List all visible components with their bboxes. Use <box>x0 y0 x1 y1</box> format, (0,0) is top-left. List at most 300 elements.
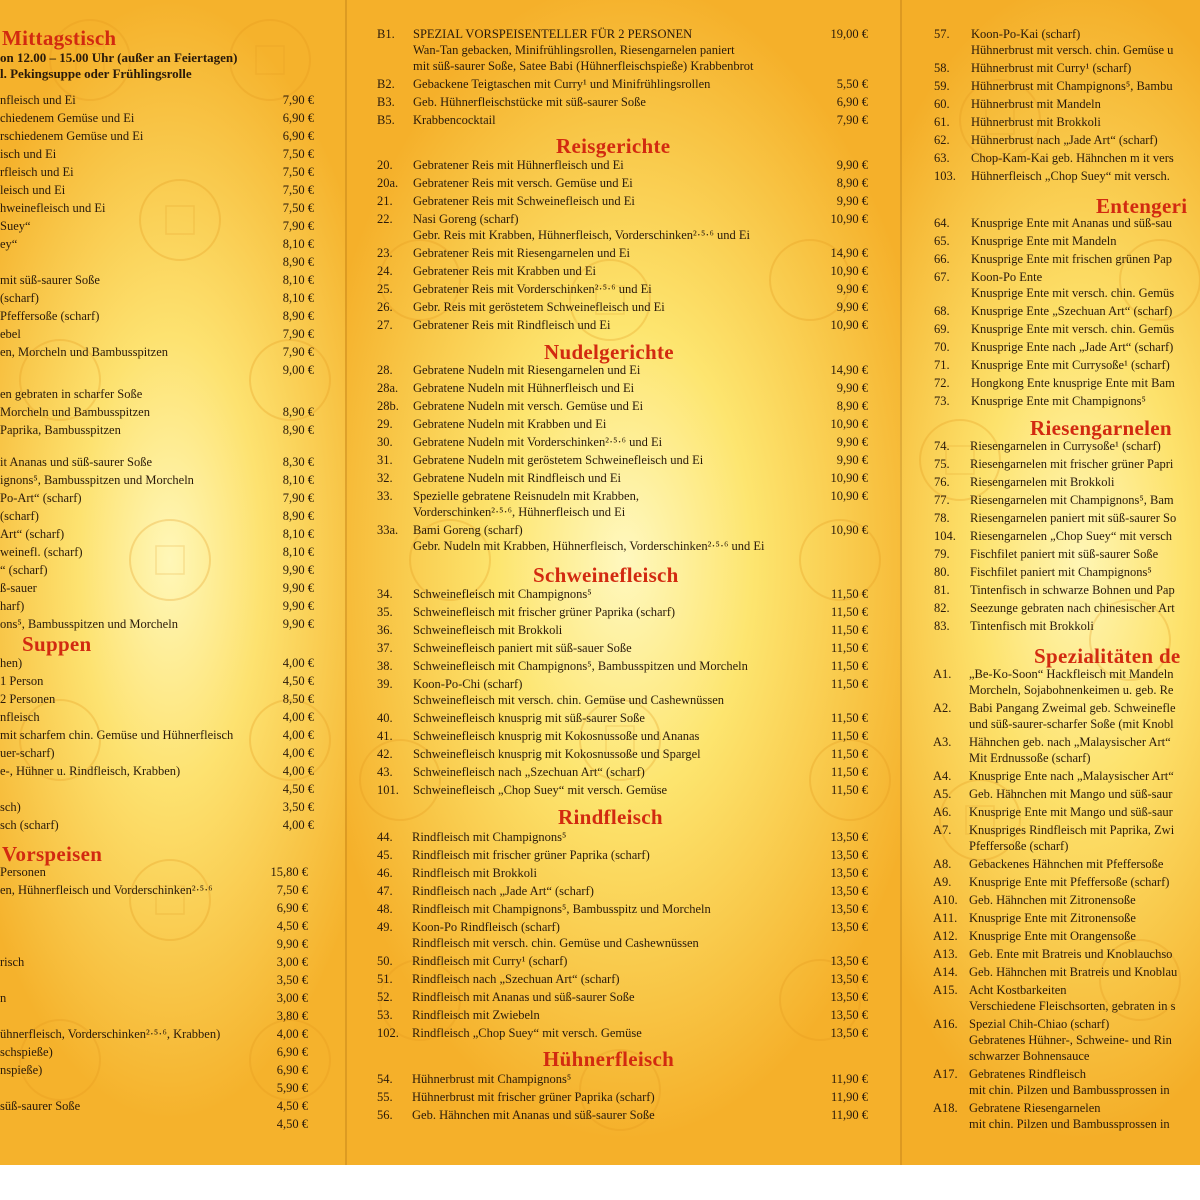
item-number: 53. <box>377 1008 393 1022</box>
item-number: 66. <box>934 252 950 266</box>
item-number: 101. <box>377 783 399 797</box>
item-description: en, Morcheln und Bambusspitzen <box>0 345 169 359</box>
item-number: 34. <box>377 587 393 601</box>
item-price: 13,50 € <box>830 1008 868 1022</box>
item-description: Geb. Hähnchen mit Ananas und süß-saurer Soße <box>412 1108 655 1122</box>
item-description: uer-scharf) <box>0 746 55 760</box>
item-description: Gebratene Nudeln mit versch. Gemüse und Ei <box>413 399 644 413</box>
item-description: Tintenfisch mit Brokkoli <box>970 619 1094 633</box>
menu-item <box>0 947 1200 961</box>
item-price: 4,50 € <box>276 919 308 933</box>
item-description-continued: Gebr. Reis mit Krabben, Hühnerfleisch, Vorderschinken²·⁵·⁶ und Ei <box>413 228 750 242</box>
item-price: 11,50 € <box>830 659 868 673</box>
item-price: 7,50 € <box>282 147 314 161</box>
item-description: Spezielle gebratene Reisnudeln mit Krabben, <box>413 489 639 503</box>
item-price: 9,90 € <box>836 282 868 296</box>
item-description: Acht Kostbarkeiten <box>969 983 1067 997</box>
item-description: Rindfleisch mit Champignons⁵ <box>412 830 567 844</box>
item-number: 32. <box>377 471 393 485</box>
item-description: Nasi Goreng (scharf) <box>413 212 519 226</box>
item-price: 8,90 € <box>836 176 868 190</box>
item-price: 10,90 € <box>830 471 868 485</box>
item-price: 6,90 € <box>282 129 314 143</box>
item-number: 83. <box>934 619 950 633</box>
item-description: Riesengarnelen „Chop Suey“ mit versch <box>970 529 1173 543</box>
item-description: Gebratene Nudeln mit Vorderschinken²·⁵·⁶ und Ei <box>413 435 663 449</box>
item-price: 9,90 € <box>282 617 314 631</box>
item-number: 21. <box>377 194 393 208</box>
item-price: 13,50 € <box>830 884 868 898</box>
item-description: Hongkong Ente knusprige Ente mit Bam <box>971 376 1175 390</box>
lunch-hours: on 12.00 – 15.00 Uhr (außer an Feiertagen) <box>0 50 238 65</box>
item-description: it Ananas und süß-saurer Soße <box>0 455 153 469</box>
item-description: “ (scharf) <box>0 563 48 577</box>
item-number: 36. <box>377 623 393 637</box>
item-price: 8,30 € <box>282 455 314 469</box>
item-price: 8,90 € <box>282 509 314 523</box>
item-description: en gebraten in scharfer Soße <box>0 387 143 401</box>
item-number: 57. <box>934 27 950 41</box>
menu-item <box>0 358 1200 372</box>
menu-item <box>0 1067 1200 1081</box>
item-number: 73. <box>934 394 950 408</box>
section-title-huehnerfleisch: Hühnerfleisch <box>543 1047 675 1071</box>
item-price: 9,90 € <box>282 599 314 613</box>
menu-item <box>0 875 1200 889</box>
item-description: Suey“ <box>0 219 31 233</box>
item-description: Rindfleisch nach „Szechuan Art“ (scharf) <box>412 972 620 986</box>
item-description-continued: schwarzer Bohnensauce <box>969 1049 1090 1063</box>
item-description: Gebr. Reis mit geröstetem Schweinefleisch und Ei <box>413 300 665 314</box>
menu-item <box>0 735 1200 749</box>
item-description: Rindfleisch „Chop Suey“ mit versch. Gemüse <box>412 1026 642 1040</box>
item-number: A16. <box>933 1017 958 1031</box>
item-number: 24. <box>377 264 393 278</box>
item-description: Hühnerbrust mit Champignons⁵ <box>412 1072 572 1086</box>
item-number: A7. <box>933 823 952 837</box>
menu-item <box>0 529 1200 543</box>
menu-item <box>0 1017 1200 1031</box>
item-price: 8,90 € <box>836 399 868 413</box>
item-description: n <box>0 991 7 1005</box>
item-description: Knusprige Ente mit Mango und süß-saur <box>969 805 1173 819</box>
item-description: Rindfleisch mit frischer grüner Paprika (scharf) <box>412 848 650 862</box>
item-price: 4,00 € <box>282 656 314 670</box>
item-price: 13,50 € <box>830 830 868 844</box>
item-number: 54. <box>377 1072 393 1086</box>
item-number: 35. <box>377 605 393 619</box>
menu-item <box>0 417 1200 431</box>
item-description: Schweinefleisch mit Champignons⁵, Bambusspitzen und Morcheln <box>413 659 748 673</box>
item-number: 22. <box>377 212 393 226</box>
item-price: 8,10 € <box>282 273 314 287</box>
menu-item <box>0 547 1200 561</box>
menu-item <box>0 619 1200 633</box>
item-price: 4,50 € <box>282 782 314 796</box>
item-description: Knusprige Ente mit Orangensoße <box>969 929 1136 943</box>
item-description: Rindfleisch mit Curry¹ (scharf) <box>412 954 568 968</box>
item-description: Gebratene Nudeln mit Riesengarnelen und Ei <box>413 363 641 377</box>
item-number: 33. <box>377 489 393 503</box>
item-description: Riesengarnelen in Currysoße¹ (scharf) <box>970 439 1161 453</box>
item-number: 31. <box>377 453 393 467</box>
item-description: Bami Goreng (scharf) <box>413 523 523 537</box>
item-price: 9,90 € <box>836 381 868 395</box>
item-description: e-, Hühner u. Rindfleisch, Krabben) <box>0 764 181 778</box>
item-number: A15. <box>933 983 958 997</box>
item-description: Geb. Hähnchen mit Mango und süß-saur <box>969 787 1173 801</box>
menu-item <box>0 965 1200 979</box>
item-description: Gebratenes Rindfleisch <box>969 1067 1086 1081</box>
item-price: 9,90 € <box>836 453 868 467</box>
item-price: 4,00 € <box>282 764 314 778</box>
item-price: 14,90 € <box>830 363 868 377</box>
item-description: Babi Pangang Zweimal geb. Schweinefle <box>969 701 1176 715</box>
item-description: Gebratener Reis mit Hühnerfleisch und Ei <box>413 158 624 172</box>
item-description: Riesengarnelen mit Champignons⁵, Bam <box>970 493 1174 507</box>
item-price: 11,50 € <box>830 783 868 797</box>
item-number: A12. <box>933 929 958 943</box>
item-number: 69. <box>934 322 950 336</box>
item-description: Riesengarnelen paniert mit süß-saurer So <box>970 511 1177 525</box>
item-description: rfleisch und Ei <box>0 165 74 179</box>
item-description: Knuspriges Rindfleisch mit Paprika, Zwi <box>969 823 1175 837</box>
item-description: leisch und Ei <box>0 183 66 197</box>
item-number: 27. <box>377 318 393 332</box>
item-description: schspieße) <box>0 1045 53 1059</box>
item-price: 3,80 € <box>276 1009 308 1023</box>
item-description: nfleisch <box>0 710 40 724</box>
item-number: 42. <box>377 747 393 761</box>
item-description: Knusprige Ente mit Zitronensoße <box>969 911 1136 925</box>
item-price: 8,50 € <box>282 692 314 706</box>
item-description: isch und Ei <box>0 147 57 161</box>
item-description-continued: Morcheln, Sojabohnenkeimen u. geb. Re <box>969 683 1174 697</box>
item-description: Gebratene Riesengarnelen <box>969 1101 1101 1115</box>
item-price: 13,50 € <box>830 954 868 968</box>
item-description: Geb. Hühnerfleischstücke mit süß-saurer Soße <box>413 95 646 109</box>
item-price: 4,00 € <box>282 746 314 760</box>
menu-item <box>0 115 1200 129</box>
item-description: Seezunge gebraten nach chinesischer Art <box>970 601 1175 615</box>
menu-item <box>0 805 1200 819</box>
item-description: (scharf) <box>0 509 39 523</box>
item-price: 9,90 € <box>836 300 868 314</box>
item-price: 8,90 € <box>282 255 314 269</box>
item-price: 8,90 € <box>282 405 314 419</box>
item-price: 8,90 € <box>282 423 314 437</box>
item-number: 104. <box>934 529 956 543</box>
item-number: 50. <box>377 954 393 968</box>
item-number: A8. <box>933 857 952 871</box>
item-number: A1. <box>933 667 952 681</box>
item-price: 9,90 € <box>282 581 314 595</box>
item-price: 5,50 € <box>836 77 868 91</box>
menu-item <box>0 1101 1200 1115</box>
item-description-continued: und süß-saurer-scharfer Soße (mit Knobl <box>969 717 1174 731</box>
item-description-continued: Vorderschinken²·⁵·⁶, Hühnerfleisch und Ei <box>413 505 626 519</box>
menu-item <box>0 252 1200 266</box>
item-description: Knusprige Ente mit Champignons⁵ <box>971 394 1146 408</box>
item-price: 8,90 € <box>282 309 314 323</box>
item-description: Hähnchen geb. nach „Malaysischer Art“ <box>969 735 1171 749</box>
item-description-continued: Knusprige Ente mit versch. chin. Gemüs <box>971 286 1175 300</box>
item-number: 28a. <box>377 381 399 395</box>
section-title-suppen: Suppen <box>22 632 92 656</box>
item-number: A10. <box>933 893 958 907</box>
item-price: 9,90 € <box>282 563 314 577</box>
item-number: 26. <box>377 300 393 314</box>
item-price: 4,00 € <box>282 710 314 724</box>
item-price: 8,10 € <box>282 473 314 487</box>
item-description: Gebratener Reis mit Krabben und Ei <box>413 264 596 278</box>
item-description: Morcheln und Bambusspitzen <box>0 405 150 419</box>
item-price: 13,50 € <box>830 866 868 880</box>
item-description: süß-saurer Soße <box>0 1099 81 1113</box>
item-price: 10,90 € <box>830 318 868 332</box>
item-description: Fischfilet paniert mit süß-saurer Soße <box>970 547 1159 561</box>
menu-item <box>0 667 1200 681</box>
menu-item <box>0 475 1200 489</box>
item-price: 4,00 € <box>282 818 314 832</box>
menu-item <box>0 234 1200 248</box>
item-number: B1. <box>377 27 395 41</box>
item-price: 10,90 € <box>830 489 868 503</box>
item-description-continued: Schweinefleisch mit versch. chin. Gemüse und Cashewnüssen <box>413 693 725 707</box>
item-number: 48. <box>377 902 393 916</box>
item-description: Personen <box>0 865 46 879</box>
menu-item <box>0 304 1200 318</box>
item-number: 75. <box>934 457 950 471</box>
item-description: Knusprige Ente nach „Jade Art“ (scharf) <box>971 340 1174 354</box>
item-price: 11,50 € <box>830 605 868 619</box>
item-number: A3. <box>933 735 952 749</box>
item-description: Art“ (scharf) <box>0 527 65 541</box>
item-number: 29. <box>377 417 393 431</box>
item-description: (scharf) <box>0 291 39 305</box>
item-description: Hühnerbrust mit Mandeln <box>971 97 1101 111</box>
item-description-continued: mit chin. Pilzen und Bambussprossen in <box>969 1083 1170 1097</box>
item-description: Riesengarnelen mit Brokkoli <box>970 475 1115 489</box>
item-number: 28. <box>377 363 393 377</box>
item-price: 7,90 € <box>282 345 314 359</box>
item-description: Gebratener Reis mit Vorderschinken²·⁵·⁶ und Ei <box>413 282 652 296</box>
item-number: 52. <box>377 990 393 1004</box>
item-description: chiedenem Gemüse und Ei <box>0 111 135 125</box>
item-price: 6,90 € <box>276 1063 308 1077</box>
item-description: Gebratene Nudeln mit Krabben und Ei <box>413 417 607 431</box>
item-description: Geb. Hähnchen mit Bratreis und Knoblau <box>969 965 1178 979</box>
item-description: mit süß-saurer Soße <box>0 273 100 287</box>
item-description: Gebackene Teigtaschen mit Curry¹ und Minifrühlingsrollen <box>413 77 711 91</box>
item-description: Knusprige Ente mit Currysoße¹ (scharf) <box>971 358 1170 372</box>
item-number: 67. <box>934 270 950 284</box>
menu-item <box>0 601 1200 615</box>
item-description: Schweinefleisch knusprig mit süß-saurer Soße <box>413 711 645 725</box>
item-number: 28b. <box>377 399 399 413</box>
item-description: Schweinefleisch mit Brokkoli <box>413 623 563 637</box>
item-number: 37. <box>377 641 393 655</box>
item-price: 15,80 € <box>270 865 308 879</box>
item-description: risch <box>0 955 25 969</box>
menu-item <box>0 983 1200 997</box>
item-description: en, Hühnerfleisch und Vorderschinken²·⁵·⁶ <box>0 883 213 897</box>
item-description-continued: Verschiedene Fleischsorten, gebraten in s <box>969 999 1176 1013</box>
item-description: Rindfleisch mit Champignons⁵, Bambusspitz und Morcheln <box>412 902 711 916</box>
item-number: A13. <box>933 947 958 961</box>
item-description: Knusprige Ente mit frischen grünen Pap <box>971 252 1172 266</box>
item-description: Knusprige Ente „Szechuan Art“ (scharf) <box>971 304 1173 318</box>
item-price: 7,90 € <box>282 219 314 233</box>
item-description: Tintenfisch in schwarze Bohnen und Pap <box>970 583 1175 597</box>
item-number: 61. <box>934 115 950 129</box>
lunch-note: l. Pekingsuppe oder Frühlingsrolle <box>0 66 192 81</box>
item-description: Koon-Po-Kai (scharf) <box>971 27 1081 41</box>
menu-item <box>0 151 1200 165</box>
item-description-continued: Rindfleisch mit versch. chin. Gemüse und Cashewnüssen <box>412 936 699 950</box>
item-price: 4,00 € <box>276 1027 308 1041</box>
item-description: Schweinefleisch mit Champignons⁵ <box>413 587 592 601</box>
item-number: 23. <box>377 246 393 260</box>
item-description: „Be-Ko-Soon“ Hackfleisch mit Mandeln <box>969 667 1174 681</box>
item-price: 13,50 € <box>830 1026 868 1040</box>
item-description-continued: mit chin. Pilzen und Bambussprossen in <box>969 1117 1170 1131</box>
item-description: Pfeffersoße (scharf) <box>0 309 100 323</box>
item-price: 6,90 € <box>836 95 868 109</box>
section-title-reisgerichte: Reisgerichte <box>556 134 671 158</box>
item-number: 30. <box>377 435 393 449</box>
item-price: 11,50 € <box>830 747 868 761</box>
item-price: 4,00 € <box>282 728 314 742</box>
menu-item <box>0 583 1200 597</box>
item-description: nfleisch und Ei <box>0 93 76 107</box>
item-description: Gebratener Reis mit versch. Gemüse und Ei <box>413 176 633 190</box>
item-description: ühnerfleisch, Vorderschinken²·⁵·⁶, Krabben) <box>0 1027 221 1041</box>
item-price: 19,00 € <box>830 27 868 41</box>
item-description-continued: Mit Erdnussoße (scharf) <box>969 751 1091 765</box>
item-number: 40. <box>377 711 393 725</box>
item-description: Schweinefleisch nach „Szechuan Art“ (scharf) <box>413 765 645 779</box>
item-number: 102. <box>377 1026 399 1040</box>
item-number: 79. <box>934 547 950 561</box>
item-price: 3,50 € <box>276 973 308 987</box>
item-description: hweinefleisch und Ei <box>0 201 106 215</box>
item-number: 38. <box>377 659 393 673</box>
item-number: 20. <box>377 158 393 172</box>
item-description: Chop-Kam-Kai geb. Hähnchen m it vers <box>971 151 1174 165</box>
item-price: 11,50 € <box>830 587 868 601</box>
item-description: 2 Personen <box>0 692 56 706</box>
item-number: 62. <box>934 133 950 147</box>
item-description: ons⁵, Bambusspitzen und Morcheln <box>0 617 178 631</box>
item-description: Rindfleisch mit Ananas und süß-saurer Soße <box>412 990 635 1004</box>
item-description: ignons⁵, Bambusspitzen und Morcheln <box>0 473 194 487</box>
item-description: Schweinefleisch mit frischer grüner Paprika (scharf) <box>413 605 676 619</box>
menu-item <box>0 1045 345 1059</box>
item-description: Hühnerbrust mit Brokkoli <box>971 115 1101 129</box>
item-number: 60. <box>934 97 950 111</box>
item-number: 33a. <box>377 523 399 537</box>
item-price: 11,50 € <box>830 729 868 743</box>
item-price: 9,90 € <box>836 194 868 208</box>
item-description: Rindfleisch mit Brokkoli <box>412 866 537 880</box>
item-description: ey“ <box>0 237 18 251</box>
item-price: 10,90 € <box>830 212 868 226</box>
item-number: 59. <box>934 79 950 93</box>
menu-item <box>0 641 1200 655</box>
item-price: 11,50 € <box>830 765 868 779</box>
item-description: Knusprige Ente mit Pfeffersoße (scharf) <box>969 875 1170 889</box>
menu-item <box>0 61 1200 75</box>
item-description: Gebratene Nudeln mit Hühnerfleisch und Ei <box>413 381 635 395</box>
item-price: 10,90 € <box>830 523 868 537</box>
item-number: 71. <box>934 358 950 372</box>
item-number: 78. <box>934 511 950 525</box>
menu-item <box>0 511 1200 525</box>
item-description: Schweinefleisch paniert mit süß-sauer Soße <box>413 641 632 655</box>
item-price: 7,90 € <box>836 113 868 127</box>
item-number: B5. <box>377 113 395 127</box>
item-price: 5,90 € <box>276 1081 308 1095</box>
item-number: 39. <box>377 677 393 691</box>
item-price: 8,10 € <box>282 237 314 251</box>
menu-item <box>0 394 1200 408</box>
menu-item <box>0 823 1200 837</box>
item-number: 77. <box>934 493 950 507</box>
item-description: sch) <box>0 800 21 814</box>
item-price: 8,10 € <box>282 291 314 305</box>
item-number: 46. <box>377 866 393 880</box>
item-price: 4,50 € <box>276 1099 308 1113</box>
item-number: 43. <box>377 765 393 779</box>
menu-item <box>0 97 1200 111</box>
item-number: 41. <box>377 729 393 743</box>
item-price: 10,90 € <box>830 417 868 431</box>
menu-item <box>0 340 1200 354</box>
item-price: 6,90 € <box>276 1045 308 1059</box>
item-number: A5. <box>933 787 952 801</box>
item-description: Spezial Chih-Chiao (scharf) <box>969 1017 1110 1031</box>
item-price: 9,90 € <box>836 158 868 172</box>
menu-item <box>0 457 1200 471</box>
item-description: Rindfleisch nach „Jade Art“ (scharf) <box>412 884 594 898</box>
section-title-spezialitaeten: Spezialitäten de <box>1034 644 1181 668</box>
item-number: 65. <box>934 234 950 248</box>
item-price: 4,50 € <box>282 674 314 688</box>
menu-item <box>0 493 1200 507</box>
item-price: 13,50 € <box>830 902 868 916</box>
item-description: rschiedenem Gemüse und Ei <box>0 129 144 143</box>
item-price: 11,90 € <box>830 1108 868 1122</box>
item-description: Gebratene Nudeln mit geröstetem Schweinefleisch und Ei <box>413 453 704 467</box>
item-number: 64. <box>934 216 950 230</box>
item-description: ebel <box>0 327 21 341</box>
item-description: Hühnerbrust nach „Jade Art“ (scharf) <box>971 133 1158 147</box>
item-description: Geb. Hähnchen mit Zitronensoße <box>969 893 1136 907</box>
item-number: 56. <box>377 1108 393 1122</box>
item-description: mit scharfem chin. Gemüse und Hühnerfleisch <box>0 728 234 742</box>
item-price: 11,50 € <box>830 677 868 691</box>
item-number: 80. <box>934 565 950 579</box>
item-price: 6,90 € <box>282 111 314 125</box>
item-number: 63. <box>934 151 950 165</box>
menu-item <box>0 787 1200 801</box>
item-number: 25. <box>377 282 393 296</box>
item-number: 45. <box>377 848 393 862</box>
item-number: A2. <box>933 701 952 715</box>
menu-item <box>0 169 1200 183</box>
item-price: 13,50 € <box>830 990 868 1004</box>
